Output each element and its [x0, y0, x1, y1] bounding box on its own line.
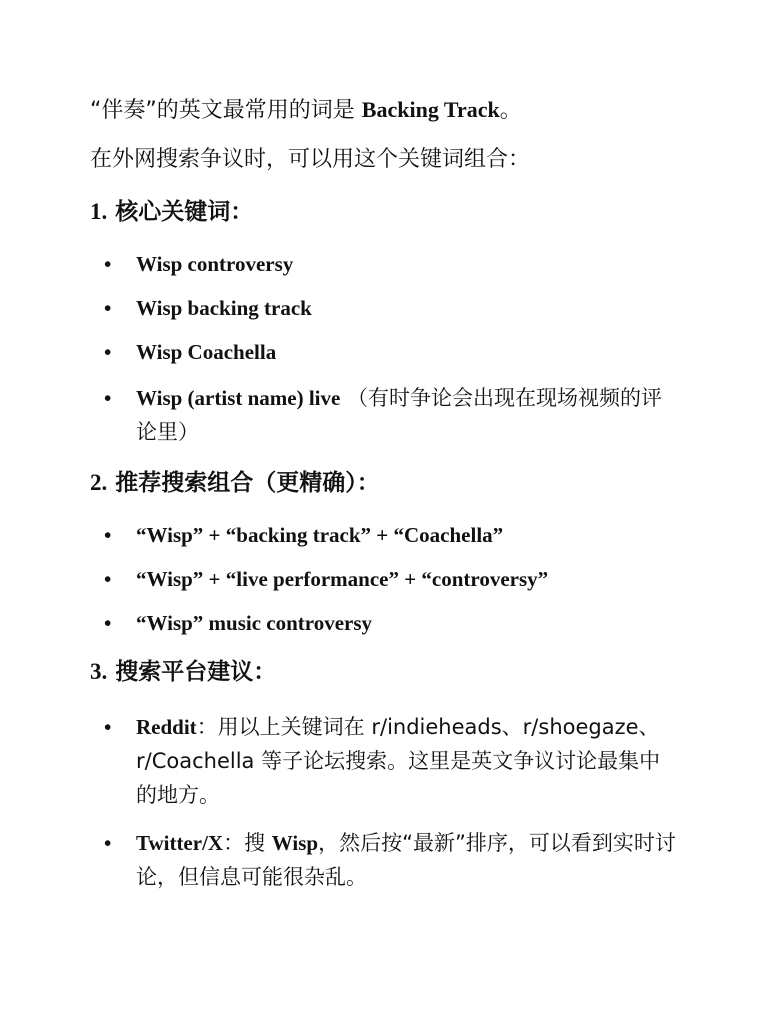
bullet-icon: •	[104, 567, 112, 591]
list-item	[0, 518, 768, 552]
section-1-number: 1.	[90, 199, 108, 224]
reddit-text: ：用以上关键词在 r/indieheads、r/shoegaze、r/Coachella 等子论坛搜索。这里是英文争议讨论最集中的地方。	[136, 715, 661, 807]
twitter-text-1: ：搜	[223, 831, 272, 855]
list-item-bold: “Wisp” + “backing track” + “Coachella”	[136, 523, 504, 547]
list-item-bold: Wisp Coachella	[136, 340, 277, 364]
list-item	[0, 381, 768, 449]
list-item-note: （有时争论会出现在现场视频的评论里）	[136, 386, 663, 444]
list-item	[0, 606, 768, 640]
bullet-icon: •	[104, 296, 112, 320]
intro-line-1-bold: Backing Track	[361, 97, 500, 122]
intro-line-1	[90, 95, 522, 126]
list-item	[0, 291, 768, 325]
bullet-icon: •	[104, 611, 112, 635]
section-2-heading	[90, 468, 380, 498]
bullet-icon: •	[104, 715, 112, 739]
section-2-title: 推荐搜索组合（更精确）：	[107, 470, 380, 496]
list-item-bold: Wisp controversy	[136, 252, 294, 276]
list-item-bold: “Wisp” music controversy	[136, 611, 373, 635]
section-1-title: 核心关键词：	[107, 199, 254, 225]
intro-line-1-prefix: “伴奏”的英文最常用的词是	[90, 98, 362, 123]
section-2-list	[0, 518, 768, 640]
twitter-text-2: ，然后按“最新”排序，可以看到实时讨论，但信息可能很杂乱。	[136, 831, 676, 889]
list-item-bold: Wisp (artist name) live	[136, 386, 341, 410]
twitter-keyword: Wisp	[271, 831, 319, 855]
section-1-heading	[90, 197, 253, 227]
bullet-icon: •	[104, 831, 112, 855]
intro-line-1-suffix: 。	[499, 98, 522, 123]
bullet-icon: •	[104, 252, 112, 276]
section-3-title: 搜索平台建议：	[107, 659, 277, 685]
intro-line-2: 在外网搜索争议时，可以用这个关键词组合：	[90, 147, 531, 172]
section-3-number: 3.	[90, 659, 108, 684]
list-item	[0, 247, 768, 281]
list-item-twitter	[0, 826, 768, 894]
section-3-heading	[90, 657, 276, 687]
bullet-icon: •	[104, 340, 112, 364]
reddit-label: Reddit	[136, 715, 197, 739]
list-item	[0, 562, 768, 596]
section-3-list	[0, 710, 768, 894]
twitter-label: Twitter/X	[136, 831, 224, 855]
list-item-bold: “Wisp” + “live performance” + “controversy”	[136, 567, 549, 591]
list-item-bold: Wisp backing track	[136, 296, 312, 320]
section-1-list	[0, 247, 768, 449]
list-item-reddit	[0, 710, 768, 812]
bullet-icon: •	[104, 523, 112, 547]
list-item	[0, 335, 768, 369]
bullet-icon: •	[104, 386, 112, 410]
section-2-number: 2.	[90, 470, 108, 495]
